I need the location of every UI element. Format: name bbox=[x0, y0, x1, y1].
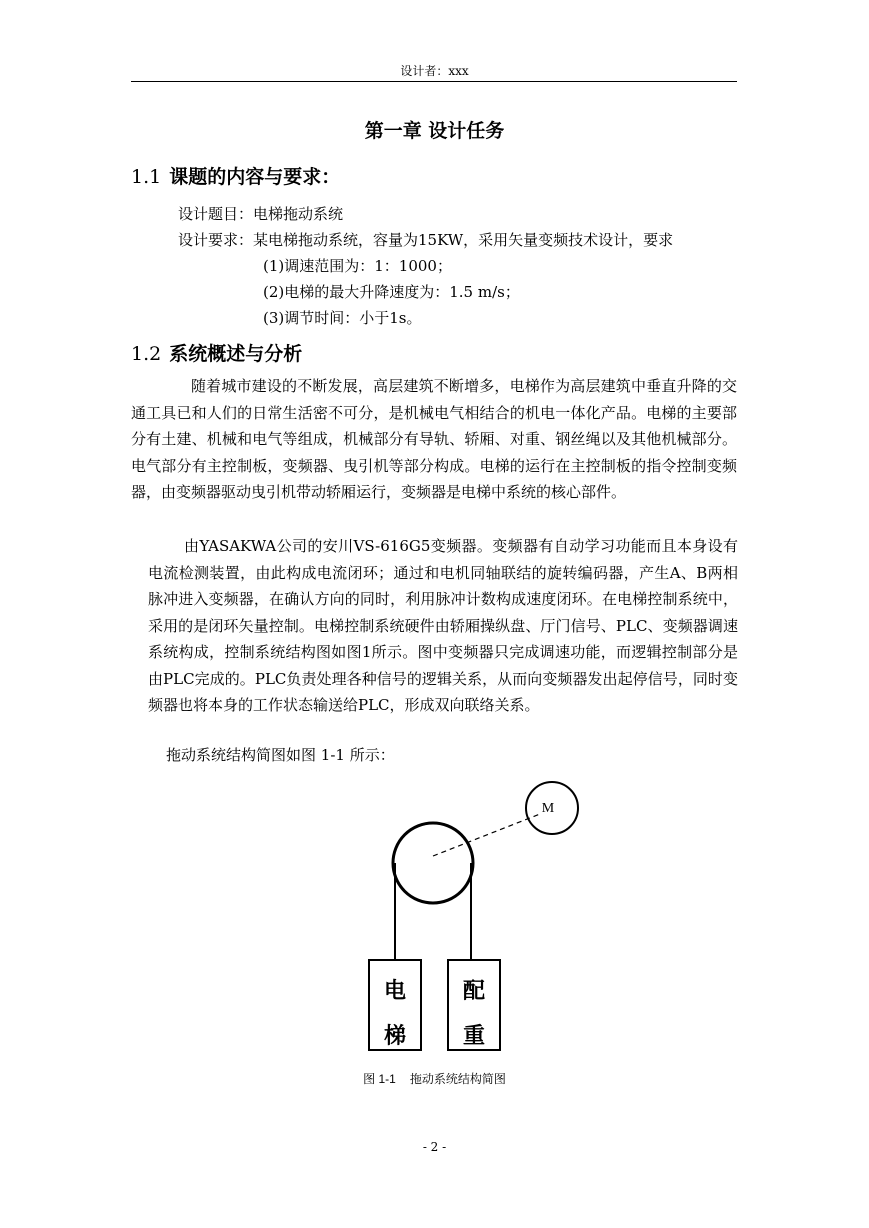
overview-paragraph-text: 随着城市建设的不断发展，高层建筑不断增多，电梯作为高层建筑中垂直升降的交通工具已和人们的日常生活密不可分，是机械电气相结合的机电一体化产品。电梯的主要部分有土建、机械和电气等组成，机械部分有导轨、轿厢、对重、钢丝绳以及其他机械部分。电气部分有主控制板，变频器、曳引机等部分构成。电梯的运行在主控制板的指令控制变频器，由变频器驱动曳引机带动轿厢运行，变频器是电梯中系统的核心部件。 bbox=[131, 377, 737, 501]
counterweight-char-1: 配 bbox=[462, 979, 486, 1004]
section-2-title: 系统概述与分析 bbox=[169, 343, 303, 365]
traction-sheave bbox=[393, 823, 473, 903]
section-2-number: 1.2 bbox=[131, 343, 162, 365]
design-topic-line: 设计题目：电梯拖动系统 bbox=[178, 205, 344, 223]
section-1-number: 1.1 bbox=[131, 166, 162, 188]
motor-label: M bbox=[541, 801, 555, 816]
chapter-title: 第一章 设计任务 bbox=[364, 120, 505, 142]
design-requirement-line: 设计要求：某电梯拖动系统，容量为15KW，采用矢量变频技术设计，要求 bbox=[178, 231, 674, 249]
inverter-paragraph-text: 由YASAKWA公司的安川VS-616G5变频器。变频器有自动学习功能而且本身设有电流检测装置，由此构成电流闭环；通过和电机同轴联结的旋转编码器，产生A、B两相脉冲进入变频器，在确认方向的同时，利用脉冲计数构成速度闭环。在电梯控制系统中，采用的是闭环矢量控制。电梯控制系统硬件由轿厢操纵盘、厅门信号、PLC、变频器调速系统构成，控制系统结构图如图1所示。图中变频器只完成调速功能，而逻辑控制部分是由PLC完成的。PLC负责处理各种信号的逻辑关系，从而向变频器发出起停信号，同时变频器也将本身的工作状态输送给PLC，形成双向联络关系。 bbox=[148, 537, 738, 714]
figure-caption-number: 图 1-1 bbox=[363, 1072, 396, 1086]
section-1-title: 课题的内容与要求： bbox=[169, 166, 341, 188]
page-header: 设计者：xxx bbox=[400, 64, 469, 78]
requirement-item-1: (1)调速范围为：1：1000； bbox=[263, 257, 452, 275]
page-number: - 2 - bbox=[422, 1140, 447, 1154]
elevator-char-1: 电 bbox=[383, 979, 407, 1004]
requirement-item-3: (3)调节时间：小于1s。 bbox=[263, 309, 422, 327]
elevator-char-2: 梯 bbox=[383, 1024, 407, 1049]
figure-intro-line: 拖动系统结构简图如图 1-1 所示： bbox=[166, 746, 395, 764]
figure-caption-text: 拖动系统结构简图 bbox=[409, 1072, 506, 1086]
drive-shaft-dashed-line bbox=[433, 814, 540, 856]
counterweight-char-2: 重 bbox=[462, 1024, 486, 1049]
figure-caption bbox=[0, 1070, 869, 1087]
requirement-item-2: (2)电梯的最大升降速度为：1.5 m/s； bbox=[263, 283, 520, 301]
